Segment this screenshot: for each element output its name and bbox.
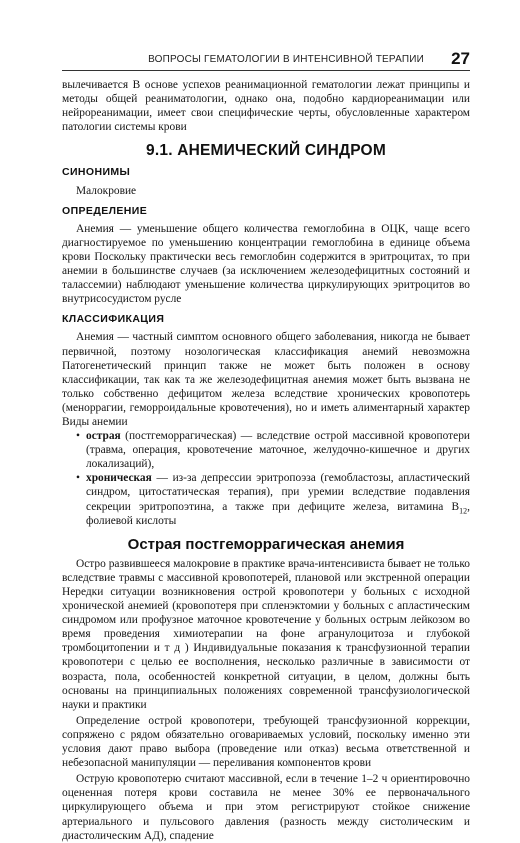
list-item <box>76 429 470 471</box>
classification-text: Анемия — частный симптом основного общего заболевания, никогда не бывает первичной, поэтому нозологическая классификация анемий невозможна Патогенетический принцип также не может быть положен в основу классификации, так как та же железодефицитная анемия может быть вызвана не только собственно дефицитом железа вследствие хронических кровопотерь (меноррагии, геморроидальные кровотечения), но и иметь алиментарный характер Виды анемии <box>62 331 470 428</box>
page-number: 27 <box>451 49 470 68</box>
definition-text: Анемия — уменьшение общего количества гемоглобина в ОЦК, чаще всего диагностируемое по уменьшению концентрации гемоглобина в единице объема крови Поскольку практически весь гемоглобин содержится в эритроцитах, то при анемии в большинстве случаев (за исключением железодефицитных состояний и талассемии) наблюдают уменьшение количества циркулирующих эритроцитов во внутрисосудистом русле <box>62 222 470 306</box>
list-item-text: — из-за депрессии эритропоэза (гемобластозы, апластический синдром, цитостатическая терапия), при уремии вследствие подавления секреции эритропоэтина, а также при дефиците железа, витамина В <box>86 472 470 513</box>
list-item-term: хроническая <box>86 472 152 485</box>
list-item-term: острая <box>86 430 121 443</box>
header-rule <box>62 70 470 71</box>
page-body <box>62 78 470 843</box>
chapter-title: 9.1. АНЕМИЧЕСКИЙ СИНДРОМ <box>146 142 386 160</box>
running-header <box>62 49 470 70</box>
list-item <box>76 471 470 527</box>
intro-paragraph: вылечивается В основе успехов реанимационной гематологии лежат принципы и методы общей реаниматологии, однако она, подобно кардиореанимации или нейрореанимации, имеет свои специфические черты, обусловленные характером патологии системы крови <box>62 79 470 134</box>
list-item-text-end: , фолиевой кислоты <box>86 500 470 527</box>
synonyms-text: Малокровие <box>76 184 137 197</box>
running-title: ВОПРОСЫ ГЕМАТОЛОГИИ В ИНТЕНСИВНОЙ ТЕРАПИИ <box>148 54 424 65</box>
list-item-text: (постгеморрагическая) — вследствие острой массивной кровопотери (травма, операция, кровотечение маточное, желудочно-кишечное и других локализаций), <box>86 430 470 471</box>
classification-heading: КЛАССИФИКАЦИЯ <box>62 313 165 326</box>
section-paragraph-1: Остро развившееся малокровие в практике врача-интенсивиста бывает не только вследствие травмы с массивной кровопотерей, плановой или экстренной операции Нередки ситуации возникновения острой кровопотери у больных с исходной хронической анемией (кровопотеря при спленэктомии у больных с апластическим синдромом или профузное маточное кровотечение у больных острым лейкозом во время проведения химиотерапии на фоне агранулоцитоза и глубокой тромбоцитопении и т д ) Индивидуальные показания к трансфузионной терапии кровопотери с целью ее восполнения, несколько различные в зависимости от возраста, пола, особенностей конкретной ситуации, в целом, должны быть основаны на принципиальных положениях современной трансфузиологической науки и практики <box>62 557 470 711</box>
section-paragraph-2: Определение острой кровопотери, требующей трансфузионной коррекции, сопряжено с рядом обязательно оговариваемых условий, поскольку именно эти условия дают право выбора (проведение или отказ) весьма ответственной и небезопасной манипуляции — переливания компонентов крови <box>62 714 470 770</box>
anemia-types-list <box>62 429 470 528</box>
synonyms-heading: СИНОНИМЫ <box>62 166 131 179</box>
vitamin-subscript: 12 <box>459 505 468 515</box>
bullet-glyph: • <box>76 430 80 443</box>
bullet-glyph: • <box>76 472 80 485</box>
section-paragraph-3: Острую кровопотерю считают массивной, если в течение 1–2 ч ориентировочно оцененная потеря крови составила не менее 30% ее первоначального циркулирующего объема и при этом регистрируют стойкое снижение артериального и пульсового давления (разность между систолическим и диастолическим АД), спадение <box>62 773 470 842</box>
section-title: Острая постгеморрагическая анемия <box>127 535 405 553</box>
definition-heading: ОПРЕДЕЛЕНИЕ <box>62 204 148 217</box>
